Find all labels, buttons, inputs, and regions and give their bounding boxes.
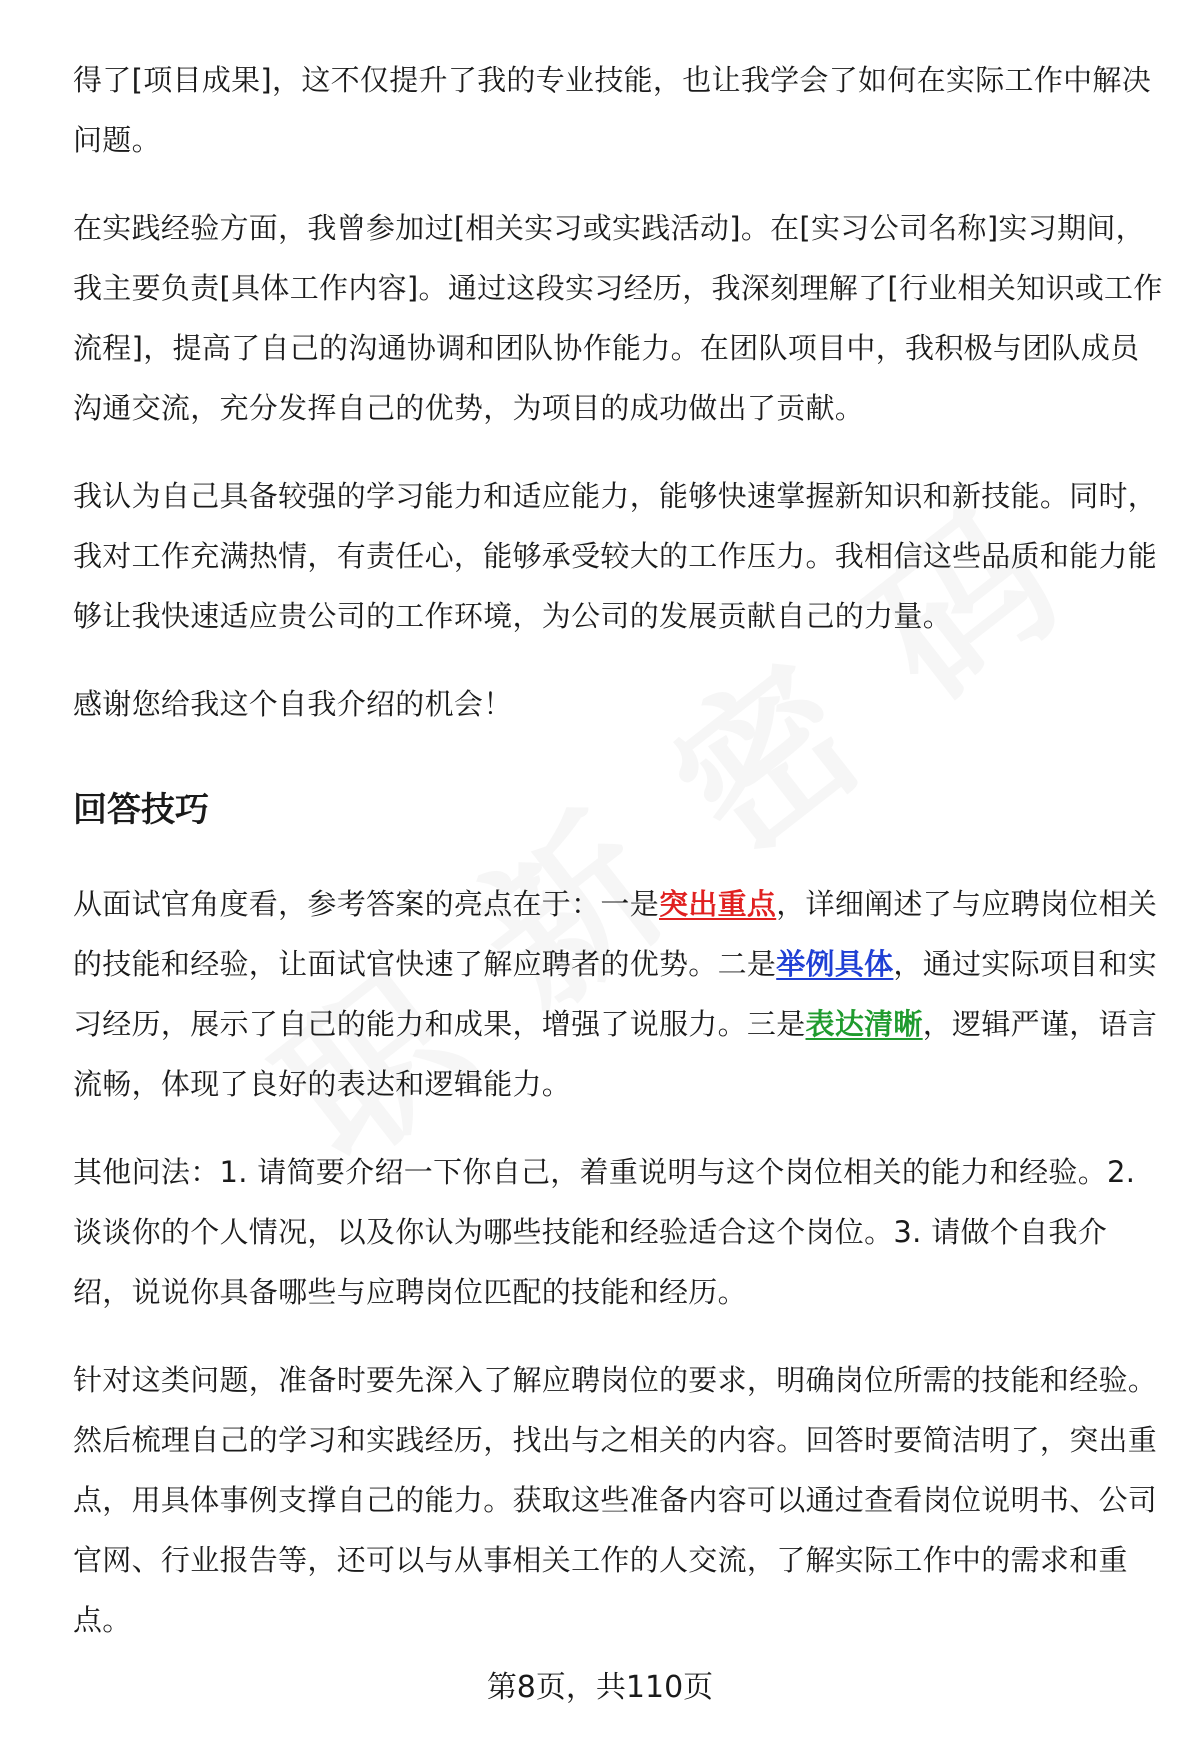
- section-heading: 回答技巧: [73, 790, 209, 830]
- paragraph-answer-tips: [73, 874, 1163, 1114]
- paragraph-other-questions: 其他问法：1. 请简要介绍一下你自己，着重说明与这个岗位相关的能力和经验。2. 谈谈你的个人情况，以及你认为哪些技能和经验适合这个岗位。3. 请做个自我介绍，说说你具备哪些与应聘岗位匹配的技能和经历。: [73, 1155, 1136, 1309]
- paragraph-thanks: 感谢您给我这个自我介绍的机会！: [73, 687, 513, 721]
- paragraph-preparation: 针对这类问题，准备时要先深入了解应聘岗位的要求，明确岗位所需的技能和经验。然后梳理自己的学习和实践经历，找出与之相关的内容。回答时要简洁明了，突出重点，用具体事例支撑自己的能力。获取这些准备内容可以通过查看岗位说明书、公司官网、行业报告等，还可以与从事相关工作的人交流，了解实际工作中的需求和重点。: [73, 1363, 1158, 1637]
- tips-text-4: ，逻辑严谨，语言流畅，体现了良好的表达和逻辑能力。: [73, 1007, 1158, 1101]
- document-body: [73, 50, 1163, 1678]
- tips-text-3: ，通过实际项目和实习经历，展示了自己的能力和成果，增强了说服力。三是: [73, 947, 1158, 1041]
- highlight-key-point: 突出重点: [659, 887, 777, 921]
- tips-text-1: 从面试官角度看，参考答案的亮点在于：一是: [73, 887, 660, 921]
- highlight-clear-expression: 表达清晰: [805, 1007, 923, 1041]
- paragraph-project-result: 得了[项目成果]，这不仅提升了我的专业技能，也让我学会了如何在实际工作中解决问题。: [73, 63, 1152, 157]
- paragraph-practice-experience: 在实践经验方面，我曾参加过[相关实习或实践活动]。在[实习公司名称]实习期间，我主要负责[具体工作内容]。通过这段实习经历，我深刻理解了[行业相关知识或工作流程]，提高了自己的沟通协调和团队协作能力。在团队项目中，我积极与团队成员沟通交流，充分发挥自己的优势，为项目的成功做出了贡献。: [73, 211, 1163, 425]
- paragraph-abilities: 我认为自己具备较强的学习能力和适应能力，能够快速掌握新知识和新技能。同时，我对工作充满热情，有责任心，能够承受较大的工作压力。我相信这些品质和能力能够让我快速适应贵公司的工作环境，为公司的发展贡献自己的力量。: [73, 479, 1158, 633]
- tips-text-2: ，详细阐述了与应聘岗位相关的技能和经验，让面试官快速了解应聘者的优势。二是: [73, 887, 1158, 981]
- highlight-concrete-example: 举例具体: [776, 947, 894, 981]
- page-footer: 第8页，共110页: [486, 1670, 714, 1705]
